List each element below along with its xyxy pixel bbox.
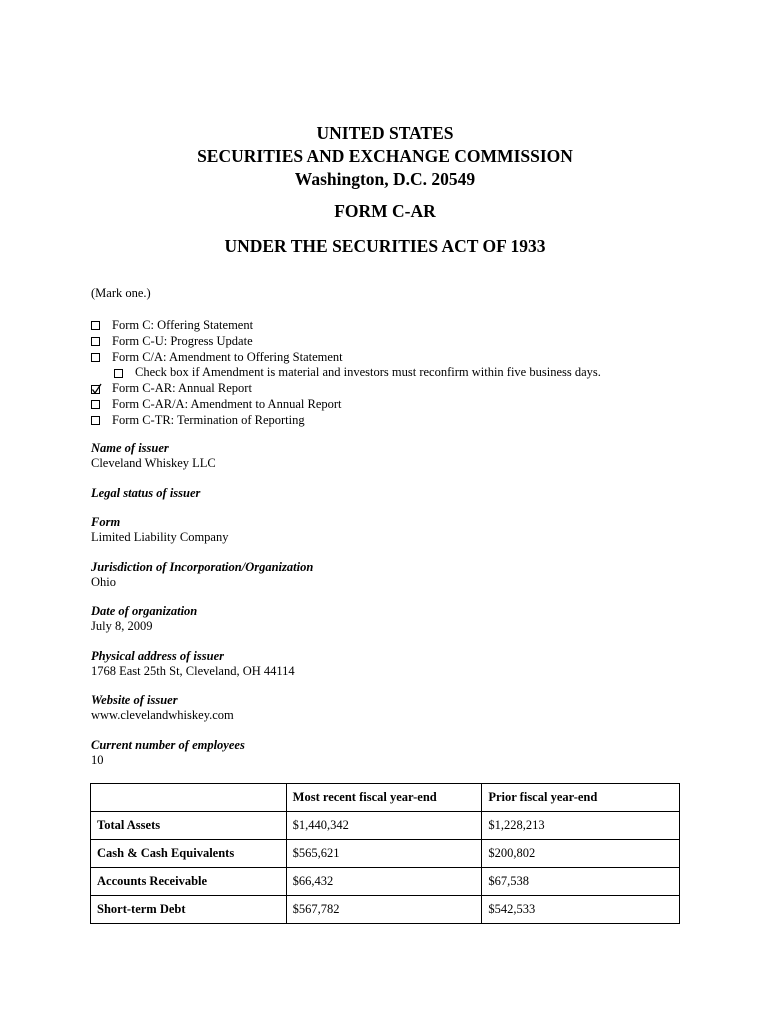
option-form-c-ar-a[interactable]	[91, 397, 601, 413]
field-value: 10	[91, 752, 104, 767]
issuer-fields	[91, 441, 313, 782]
financial-summary-table	[90, 783, 680, 924]
field-value: Cleveland Whiskey LLC	[91, 456, 216, 470]
option-label: Form C/A: Amendment to Offering Statement	[112, 349, 343, 364]
field-name-of-issuer	[91, 441, 313, 471]
table-header-cell: Most recent fiscal year-end	[286, 784, 482, 812]
option-label: Form C-U: Progress Update	[112, 333, 253, 348]
field-label: Jurisdiction of Incorporation/Organization	[91, 559, 314, 574]
option-label: Form C-AR: Annual Report	[112, 381, 252, 396]
checkbox[interactable]	[91, 337, 100, 346]
checkbox[interactable]	[91, 321, 100, 330]
table-header-row	[91, 784, 680, 812]
row-label: Accounts Receivable	[91, 868, 287, 896]
field-physical-address	[91, 649, 313, 679]
option-material-amendment[interactable]	[91, 365, 601, 381]
table-header-cell: Prior fiscal year-end	[482, 784, 680, 812]
cell-prior: $542,533	[482, 896, 680, 924]
row-label: Short-term Debt	[91, 896, 287, 924]
option-label: Form C-TR: Termination of Reporting	[112, 412, 305, 427]
field-value: Limited Liability Company	[91, 530, 229, 544]
option-label: Form C-AR/A: Amendment to Annual Report	[112, 396, 342, 411]
option-form-c-tr[interactable]	[91, 413, 601, 429]
field-value: July 8, 2009	[91, 619, 153, 633]
table-row	[91, 840, 680, 868]
row-label: Cash & Cash Equivalents	[91, 840, 287, 868]
option-form-c-u[interactable]	[91, 334, 601, 350]
table-header-cell	[91, 784, 287, 812]
option-label: Check box if Amendment is material and investors must reconfirm within five business days.	[135, 365, 601, 380]
field-employees	[91, 738, 313, 768]
field-value: 1768 East 25th St, Cleveland, OH 44114	[91, 663, 295, 678]
row-label: Total Assets	[91, 812, 287, 840]
checkbox[interactable]	[91, 400, 100, 409]
table-row	[91, 812, 680, 840]
form-title: FORM C-AR	[334, 201, 436, 221]
header-country: UNITED STATES	[316, 123, 454, 143]
field-label: Current number of employees	[91, 737, 245, 752]
field-label: Physical address of issuer	[91, 648, 224, 663]
field-value: www.clevelandwhiskey.com	[91, 708, 234, 722]
agency-header	[0, 122, 770, 191]
field-form	[91, 515, 313, 545]
table-row	[91, 896, 680, 924]
checkbox-checked[interactable]	[91, 385, 100, 394]
checkbox[interactable]	[91, 353, 100, 362]
field-label: Legal status of issuer	[91, 485, 201, 500]
cell-prior: $1,228,213	[482, 812, 680, 840]
form-type-options	[91, 318, 601, 429]
field-legal-status	[91, 486, 313, 501]
cell-recent: $1,440,342	[286, 812, 482, 840]
field-label: Name of issuer	[91, 441, 169, 455]
cell-prior: $67,538	[482, 868, 680, 896]
field-value: Ohio	[91, 574, 116, 589]
act-title: UNDER THE SECURITIES ACT OF 1933	[224, 236, 546, 256]
mark-one-instruction: (Mark one.)	[91, 286, 151, 300]
cell-recent: $565,621	[286, 840, 482, 868]
option-form-c-a[interactable]	[91, 350, 601, 366]
checkbox[interactable]	[91, 416, 100, 425]
checkbox[interactable]	[114, 369, 123, 378]
checkmark-icon	[91, 383, 102, 395]
table-row	[91, 868, 680, 896]
cell-prior: $200,802	[482, 840, 680, 868]
option-form-c-ar[interactable]	[91, 381, 601, 397]
option-form-c[interactable]	[91, 318, 601, 334]
field-label: Date of organization	[91, 604, 198, 618]
option-label: Form C: Offering Statement	[112, 318, 254, 332]
field-label: Form	[91, 515, 121, 529]
header-address: Washington, D.C. 20549	[294, 169, 476, 189]
cell-recent: $66,432	[286, 868, 482, 896]
field-label: Website of issuer	[91, 693, 178, 707]
field-jurisdiction	[91, 560, 313, 590]
header-agency: SECURITIES AND EXCHANGE COMMISSION	[197, 146, 573, 166]
field-date-of-organization	[91, 604, 313, 634]
cell-recent: $567,782	[286, 896, 482, 924]
field-website	[91, 693, 313, 723]
